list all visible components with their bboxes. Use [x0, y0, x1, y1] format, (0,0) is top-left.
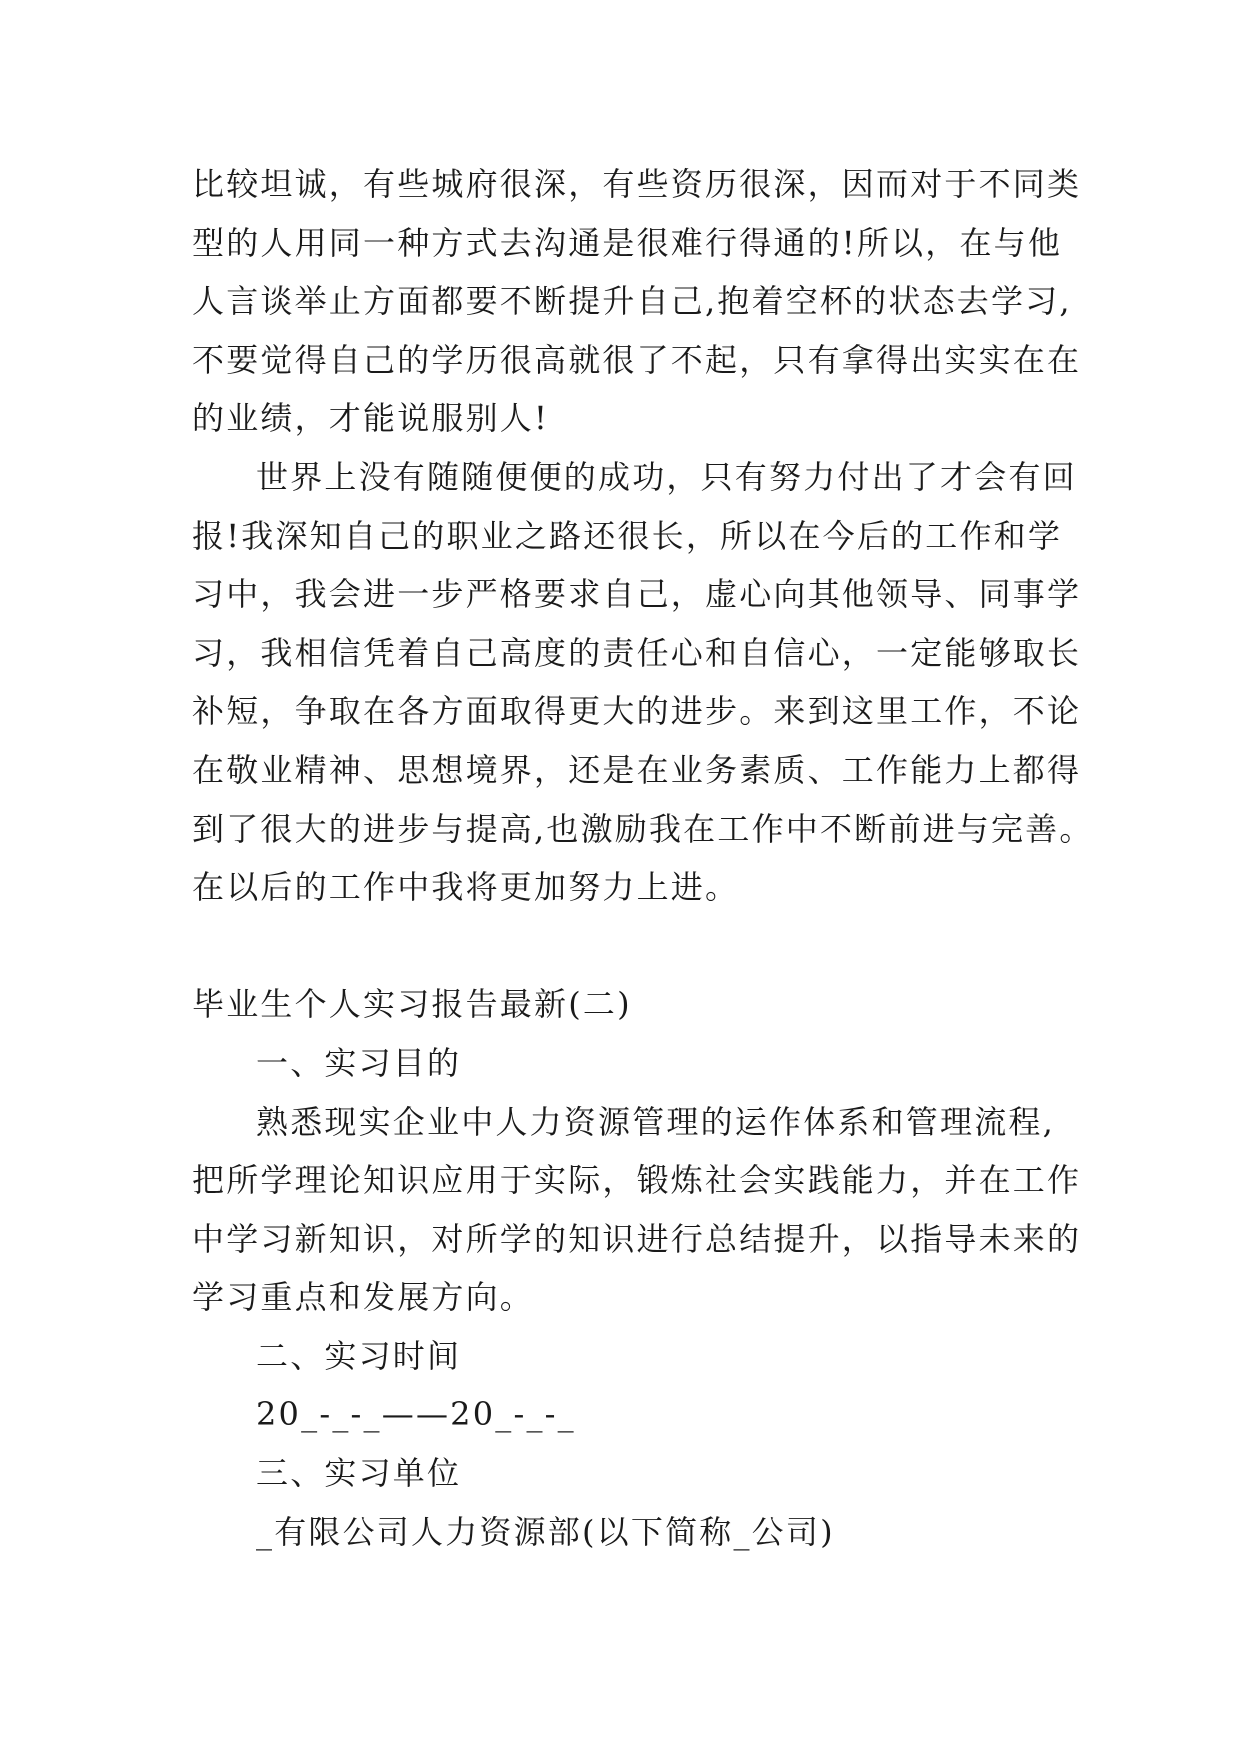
paragraph-line: 补短，争取在各方面取得更大的进步。来到这里工作，不论 — [192, 692, 1082, 731]
section-heading: 一、实习目的 — [256, 1043, 462, 1082]
paragraph-line: 习，我相信凭着自己高度的责任心和自信心，一定能够取长 — [192, 633, 1082, 672]
paragraph-line: 习中，我会进一步严格要求自己，虚心向其他领导、同事学 — [192, 575, 1082, 614]
paragraph-line: 型的人用同一种方式去沟通是很难行得通的!所以，在与他 — [192, 223, 1063, 262]
document-body — [192, 155, 1092, 1561]
paragraph-line: 把所学理论知识应用于实际，锻炼社会实践能力，并在工作 — [192, 1161, 1082, 1200]
section-heading: 三、实习单位 — [256, 1454, 462, 1493]
paragraph-line: 中学习新知识，对所学的知识进行总结提升，以指导未来的 — [192, 1219, 1082, 1258]
paragraph-line: 熟悉现实企业中人力资源管理的运作体系和管理流程, — [256, 1102, 1055, 1141]
section-heading: 二、实习时间 — [256, 1336, 462, 1375]
paragraph-line: 人言谈举止方面都要不断提升自己,抱着空杯的状态去学习, — [192, 282, 1072, 321]
paragraph-line: 报!我深知自己的职业之路还很长，所以在今后的工作和学 — [192, 516, 1063, 555]
paragraph-line: 不要觉得自己的学历很高就很了不起，只有拿得出实实在在 — [192, 340, 1082, 379]
paragraph-line: 学习重点和发展方向。 — [192, 1278, 535, 1317]
date-range: 20_-_-_——20_-_-_ — [256, 1395, 576, 1434]
section-title: 毕业生个人实习报告最新(二) — [192, 985, 632, 1024]
company-name: _有限公司人力资源部(以下简称_公司) — [256, 1512, 835, 1551]
paragraph-line: 在以后的工作中我将更加努力上进。 — [192, 868, 740, 907]
blank-line — [192, 917, 1092, 976]
paragraph-line: 世界上没有随随便便的成功，只有努力付出了才会有回 — [256, 457, 1077, 496]
paragraph-line: 的业绩，才能说服别人! — [192, 399, 550, 438]
paragraph-line: 在敬业精神、思想境界，还是在业务素质、工作能力上都得 — [192, 750, 1082, 789]
paragraph-line: 比较坦诚，有些城府很深，有些资历很深，因而对于不同类 — [192, 165, 1082, 203]
paragraph-line: 到了很大的进步与提高,也激励我在工作中不断前进与完善。 — [192, 809, 1094, 848]
